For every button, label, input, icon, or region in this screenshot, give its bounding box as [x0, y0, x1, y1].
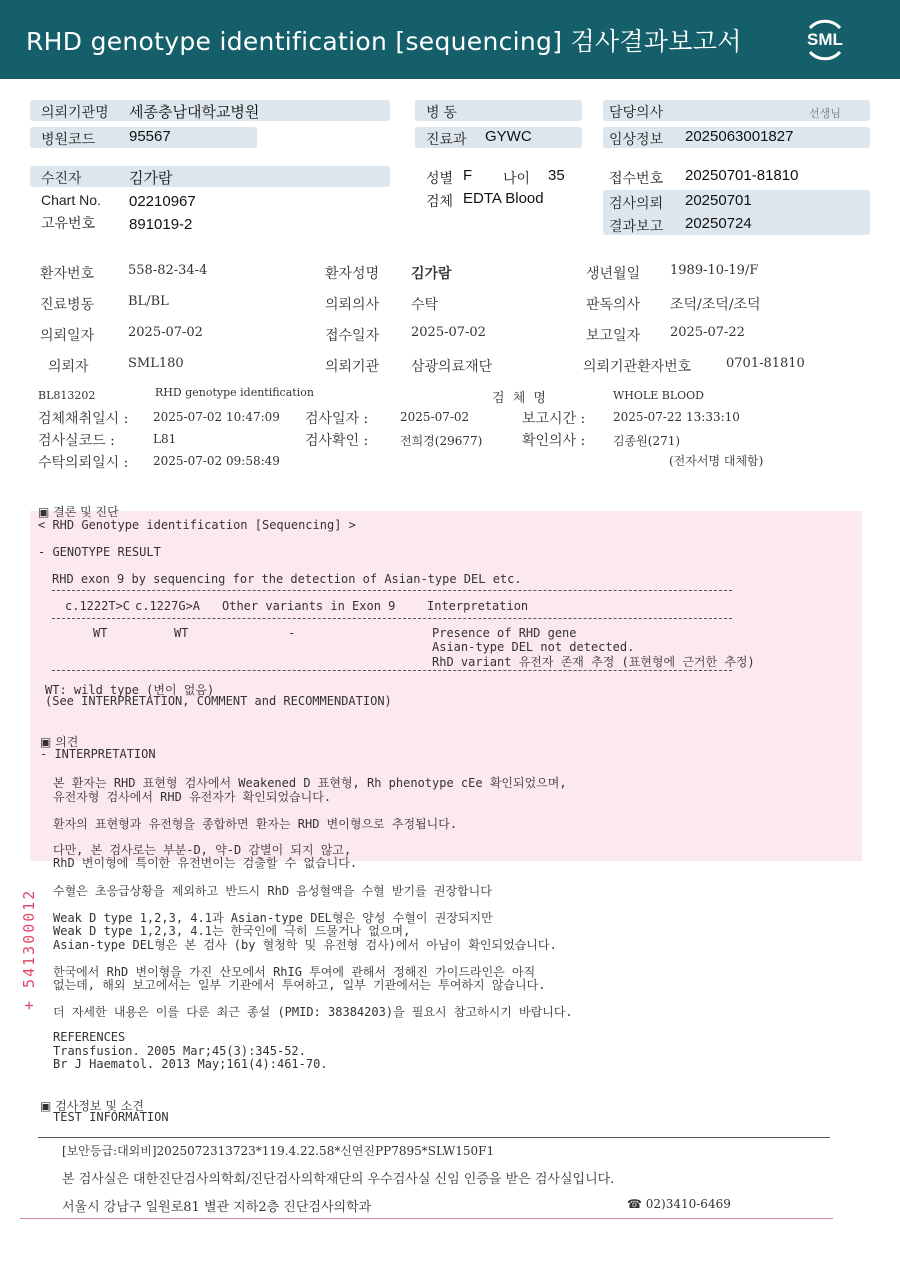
- ref-head: REFERENCES: [53, 1030, 126, 1044]
- tb-consign-label: 수탁의뢰일시 :: [38, 455, 129, 471]
- col-interp: Interpretation: [427, 599, 529, 613]
- tb-collect-value: 2025-07-02 10:47:09: [153, 410, 280, 424]
- pb-r3-l2: 접수일자: [325, 328, 380, 344]
- pb-r2-v1: BL/BL: [128, 294, 169, 309]
- cert-line: 본 검사실은 대한진단검사의학회/진단검사의학재단의 우수검사실 신임 인증을 받은 검사실입니다.: [62, 1172, 615, 1187]
- pb-r3-v2: 2025-07-02: [411, 325, 486, 340]
- patient-label: 수진자: [41, 170, 82, 186]
- interp-head: - INTERPRETATION: [40, 747, 156, 761]
- op-p5c: Asian-type DEL형은 본 검사 (by 혈청학 및 유전형 검사)에서 아님이 확인되었습니다.: [53, 938, 557, 952]
- tb-specimen-value: WHOLE BLOOD: [613, 389, 704, 402]
- specimen-value: EDTA Blood: [463, 190, 544, 207]
- op-p2: 환자의 표현형과 유전형을 종합하면 환자는 RHD 변이형으로 추정됩니다.: [53, 817, 458, 831]
- dept-label: 진료과: [426, 131, 467, 147]
- footer-top-rule: [38, 1137, 830, 1138]
- logo-text: SML: [807, 30, 843, 49]
- ref-2: Br J Haematol. 2013 May;161(4):461-70.: [53, 1057, 328, 1071]
- pb-r2-l3: 판독의사: [586, 297, 641, 313]
- op-p6a: 한국에서 RhD 변이형을 가진 산모에서 RhIG 투여에 관해서 정해진 가이드라인은 아직: [53, 965, 536, 979]
- col-c1227: c.1227G>A: [135, 599, 201, 613]
- tb-confirm-value: 전희경(29677): [400, 434, 483, 448]
- dash-line-1: [52, 590, 732, 591]
- pb-r3-l3: 보고일자: [586, 328, 641, 344]
- report-title: RHD genotype identification [sequencing] 검사결과보고서: [26, 27, 742, 56]
- result-rep-value: 20250724: [685, 215, 752, 232]
- hosp-code-label: 병원코드: [41, 131, 96, 147]
- see-note: (See INTERPRETATION, COMMENT and RECOMMENDATION): [45, 694, 392, 708]
- ref-1: Transfusion. 2005 Mar;45(3):345-52.: [53, 1044, 306, 1058]
- pb-r1-l2: 환자성명: [325, 266, 380, 282]
- receipt-no-label: 접수번호: [609, 170, 664, 186]
- pb-r4-l1: 의뢰자: [48, 359, 89, 375]
- op-p6b: 없는데, 해외 보고에서는 일부 기관에서 투여하고, 일부 기관에서는 투여하지 않습니다.: [53, 978, 546, 992]
- age-label: 나이: [503, 170, 531, 186]
- pb-r2-v2: 수탁: [411, 297, 439, 313]
- test-req-value: 20250701: [685, 192, 752, 209]
- sex-value: F: [463, 167, 473, 184]
- tb-collect-label: 검체채취일시 :: [38, 411, 129, 427]
- pb-r4-l2: 의뢰기관: [325, 359, 380, 375]
- unique-value: 891019-2: [129, 216, 193, 233]
- sex-label: 성별: [426, 170, 454, 186]
- tb-test-date-value: 2025-07-02: [400, 410, 470, 424]
- pb-r3-v1: 2025-07-02: [128, 325, 203, 340]
- interp-line-3: RhD variant 유전자 존재 추정 (표현형에 근거한 추정): [432, 655, 755, 669]
- interp-line-2: Asian-type DEL not detected.: [432, 640, 635, 654]
- op-p3a: 다만, 본 검사로는 부분-D, 약-D 감별이 되지 않고,: [53, 843, 352, 857]
- phone-line: ☎ 02)3410-6469: [627, 1197, 731, 1211]
- dept-value: GYWC: [485, 128, 532, 145]
- doctor-label: 담당의사: [609, 104, 664, 120]
- tb-consign-value: 2025-07-02 09:58:49: [153, 454, 280, 468]
- test-name: RHD genotype identification: [155, 386, 314, 399]
- security-line: [보안등급:대외비]2025072313723*119.4.22.58*신연진PP7895*SLW150F1: [62, 1144, 495, 1158]
- op-p4: 수혈은 초응급상황을 제외하고 반드시 RhD 음성혈액을 수혈 받기를 권장합니다: [53, 884, 492, 898]
- val-other: -: [288, 626, 296, 640]
- tb-confirm-label: 검사확인 :: [305, 433, 369, 449]
- interp-line-1: Presence of RHD gene: [432, 626, 577, 640]
- pb-r2-v3: 조덕/조덕/조덕: [670, 297, 761, 313]
- red-serial-stamp: + 541300012: [20, 888, 38, 1010]
- age-value: 35: [548, 167, 565, 184]
- dash-line-3: [52, 670, 732, 671]
- pb-r1-v2: 김가람: [411, 266, 452, 282]
- pb-r1-v3: 1989-10-19/F: [670, 263, 759, 278]
- band-patient: [30, 166, 390, 187]
- pb-r2-l1: 진료병동: [40, 297, 95, 313]
- pb-r3-v3: 2025-07-22: [670, 325, 745, 340]
- footer-bottom-rule: [20, 1218, 833, 1219]
- pb-r2-l2: 의뢰의사: [325, 297, 380, 313]
- pb-r1-l3: 생년월일: [586, 266, 641, 282]
- tb-confirm-doc-label: 확인의사 :: [522, 433, 586, 449]
- tb-confirm-doc-value: 김종원(271): [613, 434, 681, 448]
- tb-lab-code-value: L81: [153, 432, 177, 446]
- section-opinion: ▣ 의견: [40, 735, 79, 749]
- testinfo-head: TEST INFORMATION: [53, 1110, 169, 1124]
- header-bar: [0, 0, 900, 79]
- val-c1222: WT: [93, 626, 108, 640]
- op-p1a: 본 환자는 RHD 표현형 검사에서 Weakened D 표현형, Rh phenotype cEe 확인되었으며,: [53, 776, 567, 790]
- exon-line: RHD exon 9 by sequencing for the detection of Asian-type DEL etc.: [52, 572, 522, 586]
- chart-value: 02210967: [129, 193, 196, 210]
- pb-r1-l1: 환자번호: [40, 266, 95, 282]
- dash-line-2: [52, 618, 732, 619]
- section-conclusion: ▣ 결론 및 진단: [38, 505, 119, 519]
- tb-report-time-label: 보고시간 :: [522, 411, 586, 427]
- receipt-no-value: 20250701-81810: [685, 167, 799, 184]
- op-p1b: 유전자형 검사에서 RHD 유전자가 확인되었습니다.: [53, 790, 332, 804]
- wt-note: WT: wild type (변이 없음): [45, 683, 215, 697]
- result-rep-label: 결과보고: [609, 218, 664, 234]
- patient-value: 김가람: [129, 170, 173, 187]
- address-line: 서울시 강남구 일원로81 별관 지하2층 진단검사의학과: [62, 1200, 372, 1215]
- clinical-label: 임상정보: [609, 131, 664, 147]
- tb-test-date-label: 검사일자 :: [305, 411, 369, 427]
- genotype-head: - GENOTYPE RESULT: [38, 545, 161, 559]
- sml-logo-icon: [800, 14, 850, 64]
- test-req-label: 검사의뢰: [609, 195, 664, 211]
- val-c1227: WT: [174, 626, 189, 640]
- unique-label: 고유번호: [41, 215, 96, 231]
- pb-r3-l1: 의뢰일자: [40, 328, 95, 344]
- doctor-suffix: 선생님: [809, 108, 841, 120]
- tb-lab-code-label: 검사실코드 :: [38, 433, 115, 449]
- tb-specimen-label: 검 체 명: [492, 391, 548, 406]
- pb-r1-v1: 558-82-34-4: [128, 263, 208, 278]
- req-inst-value: 세종충남대학교병원: [129, 104, 260, 121]
- req-inst-label: 의뢰기관명: [41, 104, 109, 120]
- pb-r4-v1: SML180: [128, 356, 184, 371]
- tb-report-time-value: 2025-07-22 13:33:10: [613, 410, 740, 424]
- ward-label: 병 동: [426, 104, 457, 120]
- op-p5b: Weak D type 1,2,3, 4.1는 한국인에 극히 드물거나 없으며,: [53, 924, 411, 938]
- pb-r4-v3: 0701-81810: [726, 356, 805, 371]
- specimen-label: 검체: [426, 193, 454, 209]
- section-testinfo: ▣ 검사정보 및 소견: [40, 1099, 144, 1113]
- test-code: BL813202: [38, 389, 96, 402]
- col-c1222: c.1222T>C: [65, 599, 131, 613]
- hosp-code-value: 95567: [129, 128, 171, 145]
- op-p5a: Weak D type 1,2,3, 4.1과 Asian-type DEL형은 양성 수혈이 권장되지만: [53, 911, 493, 925]
- tb-esign: (전자서명 대체함): [669, 454, 764, 468]
- clinical-value: 2025063001827: [685, 128, 794, 145]
- result-subtitle: < RHD Genotype identification [Sequencing] >: [38, 518, 356, 532]
- pb-r4-v2: 삼광의료재단: [411, 359, 493, 375]
- col-other: Other variants in Exon 9: [222, 599, 396, 613]
- op-p7: 더 자세한 내용은 이를 다룬 최근 종설 (PMID: 38384203)을 필요시 참고하시기 바랍니다.: [53, 1005, 573, 1019]
- chart-label: Chart No.: [41, 192, 101, 208]
- pb-r4-l3: 의뢰기관환자번호: [583, 359, 692, 375]
- op-p3b: RhD 변이형에 특이한 유전변이는 검출할 수 없습니다.: [53, 856, 358, 870]
